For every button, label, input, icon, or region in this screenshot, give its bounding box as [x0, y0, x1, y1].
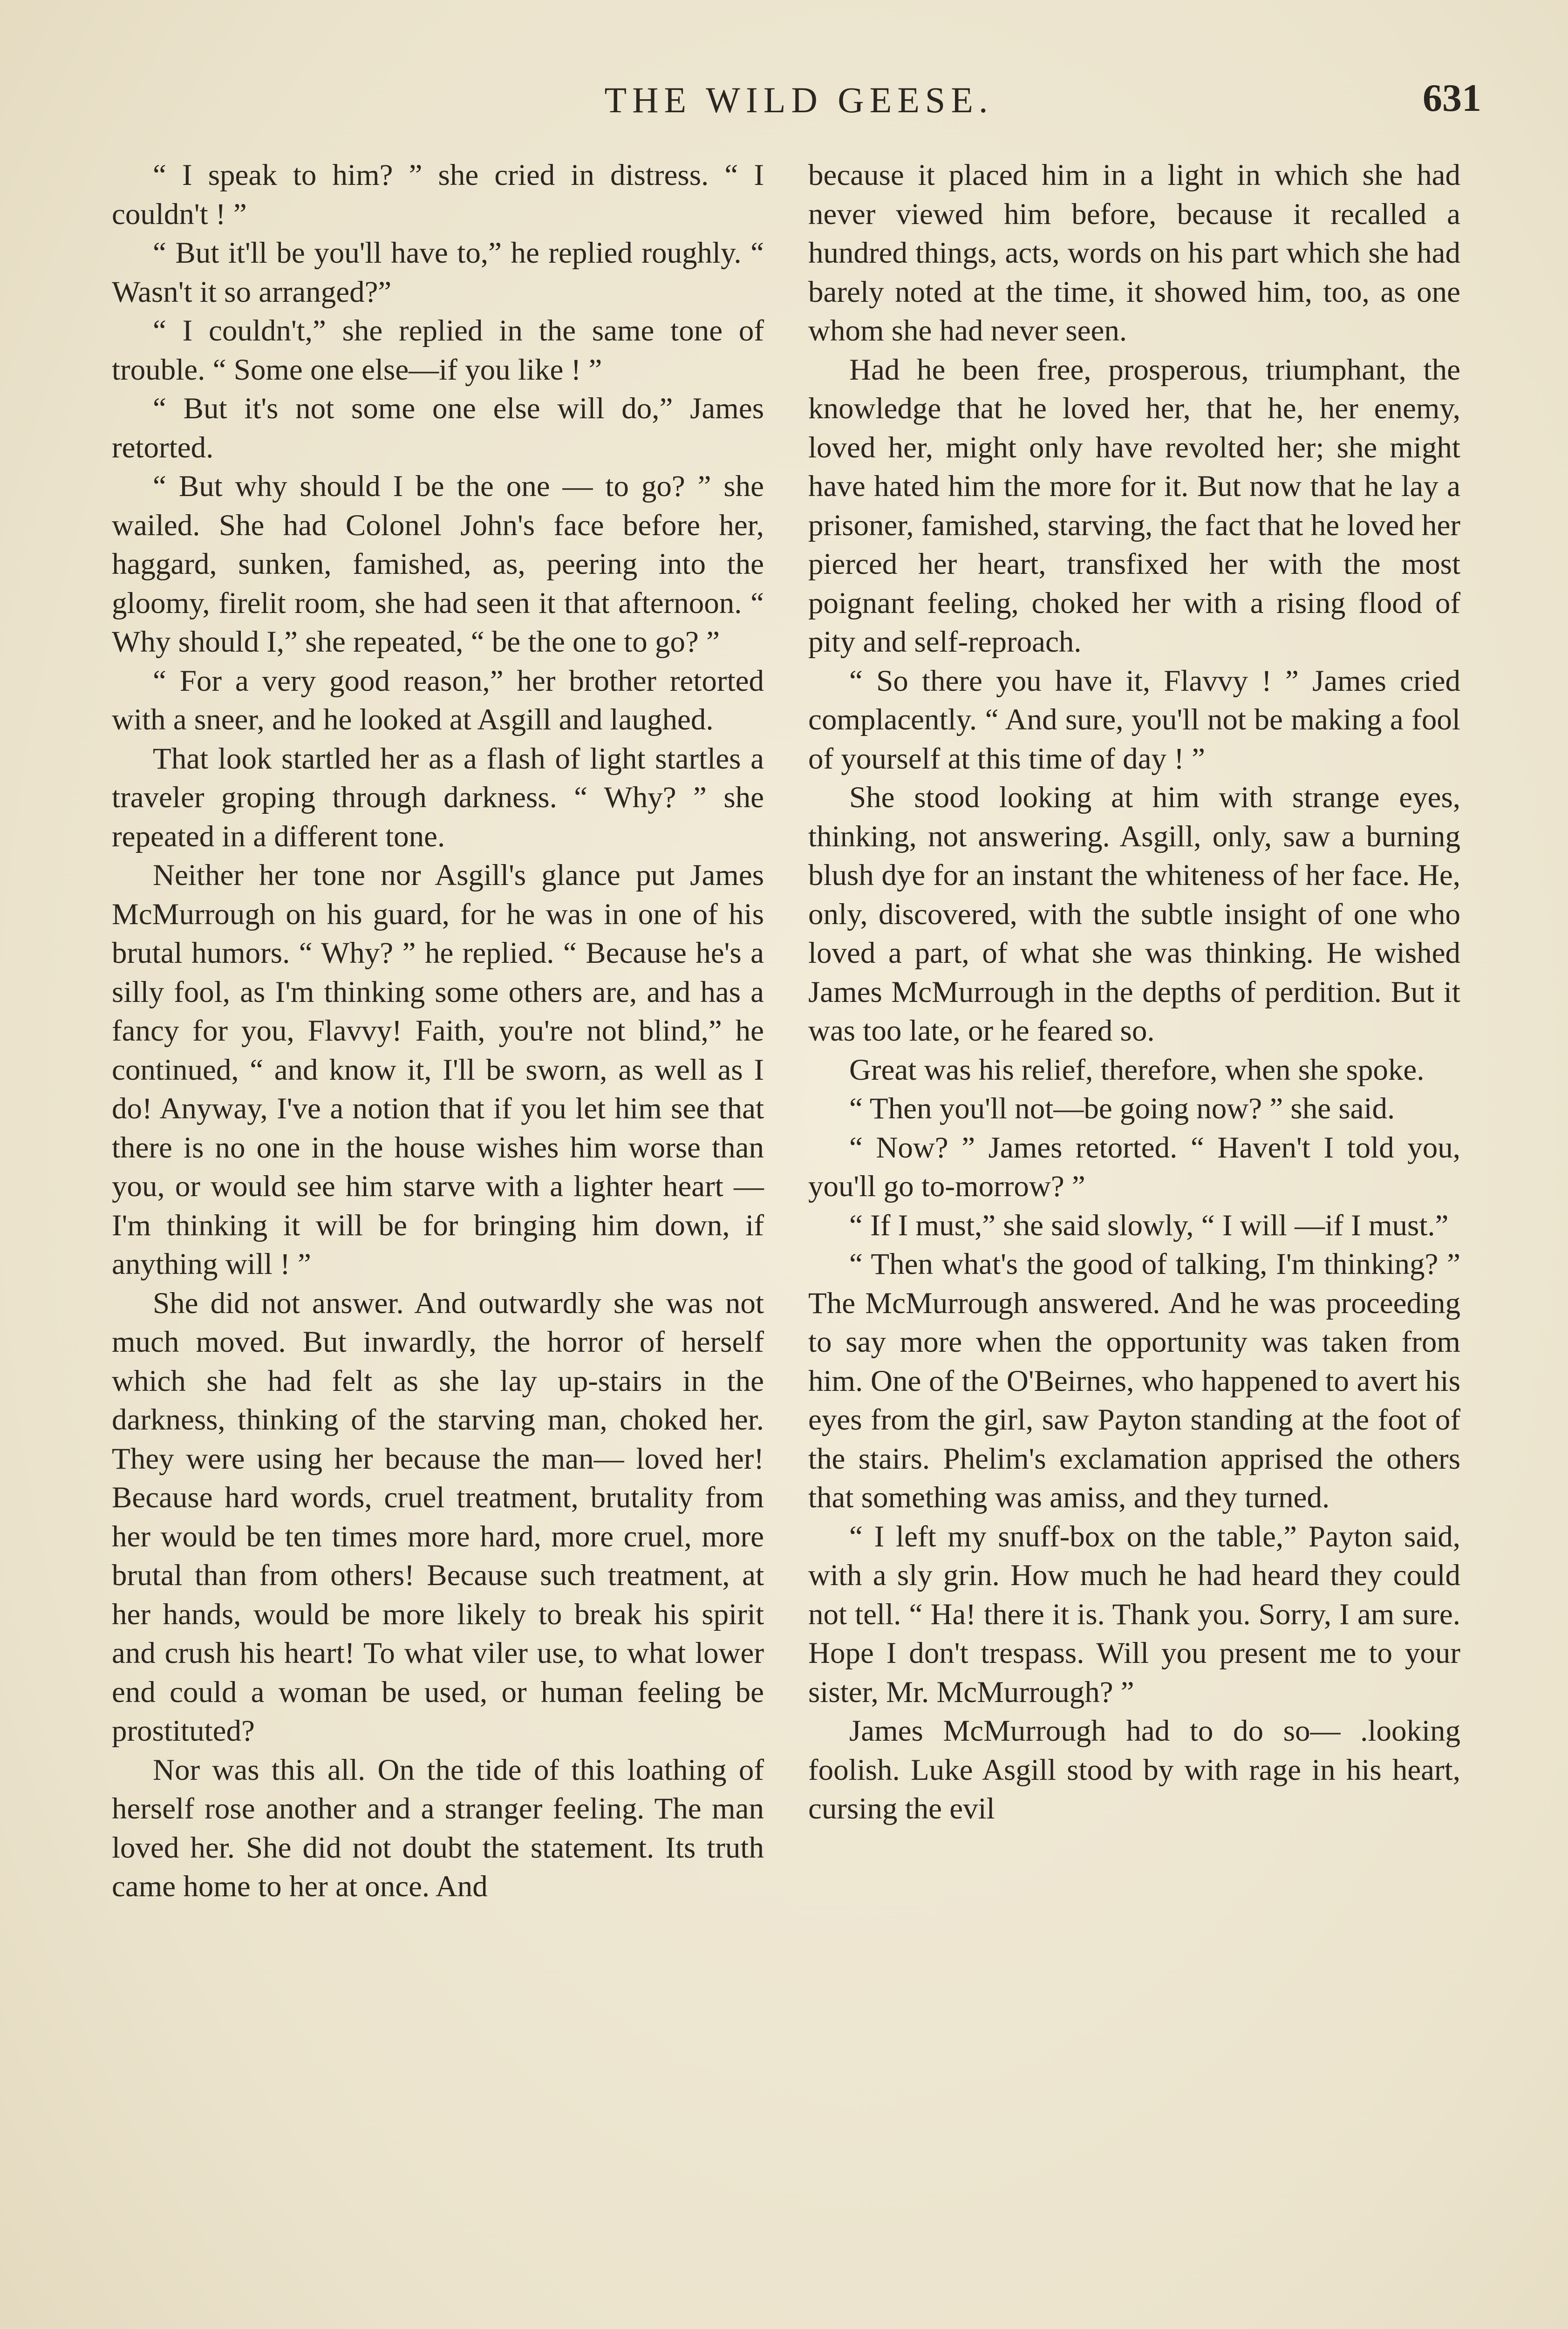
- paragraph: “ Then what's the good of talking, I'm thinking? ” The McMurrough answered. And he was proceeding to say more when the opportunity was taken from him. One of the O'Beirnes, who happened to avert his eyes from the girl, saw Payton standing at the foot of the stairs. Phelim's exclamation apprised the others that something was amiss, and they turned.: [808, 1247, 1460, 1514]
- right-column: [808, 156, 1460, 1829]
- paragraph: She stood looking at him with strange eyes, thinking, not answering. Asgill, only, saw a burning blush dye for an instant the whiteness of her face. He, only, discovered, with the subtle insight of one who loved a part, of what she was thinking. He wished James McMurrough in the depths of perdition. But it was too late, or he feared so.: [808, 781, 1460, 1048]
- paragraph: Neither her tone nor Asgill's glance put James McMurrough on his guard, for he was in one of his brutal humors. “ Why? ” he replied. “ Because he's a silly fool, as I'm thinking some others are, and has a fancy for you, Flavvy! Faith, you're not blind,” he continued, “ and know it, I'll be sworn, as well as I do! Anyway, I've a notion that if you let him see that there is no one in the house wishes him worse than you, or would see him starve with a lighter heart —I'm thinking it will be for bringing him down, if anything will ! ”: [112, 858, 764, 1281]
- paragraph: “ But why should I be the one — to go? ” she wailed. She had Colonel John's face before her, haggard, sunken, famished, as, peering into the gloomy, firelit room, she had seen it that afternoon. “ Why should I,” she repeated, “ be the one to go? ”: [112, 470, 764, 659]
- paragraph: “ I speak to him? ” she cried in distress. “ I couldn't ! ”: [112, 158, 764, 231]
- page-number: 631: [1423, 76, 1481, 120]
- paragraph: “ For a very good reason,” her brother retorted with a sneer, and he looked at Asgill and laughed.: [112, 664, 764, 736]
- paragraph: Had he been free, prosperous, triumphant, the knowledge that he loved her, that he, her enemy, loved her, might only have revolted her; she might have hated him the more for it. But now that he lay a prisoner, famished, starving, the fact that he loved her pierced her heart, transfixed her with the most poignant feeling, choked her with a rising flood of pity and self-reproach.: [808, 353, 1460, 659]
- paragraph: “ So there you have it, Flavvy ! ” James cried complacently. “ And sure, you'll not be making a fool of yourself at this time of day ! ”: [808, 664, 1460, 776]
- paragraph: “ But it'll be you'll have to,” he replied roughly. “ Wasn't it so arranged?”: [112, 236, 764, 309]
- paragraph: She did not answer. And outwardly she was not much moved. But inwardly, the horror of herself which she had felt as she lay up-stairs in the darkness, thinking of the starving man, choked her. They were using her because the man— loved her! Because hard words, cruel treatment, brutality from her would be ten times more hard, more cruel, more brutal than from others! Because such treatment, at her hands, would be more likely to break his spirit and crush his heart! To what viler use, to what lower end could a woman be used, or human feeling be prostituted?: [112, 1286, 764, 1748]
- paragraph-continuation: because it placed him in a light in which she had never viewed him before, because it recalled a hundred things, acts, words on his part which she had barely noted at the time, it showed him, too, as one whom she had never seen.: [808, 158, 1460, 347]
- paragraph: “ I couldn't,” she replied in the same tone of trouble. “ Some one else—if you like ! ”: [112, 314, 764, 387]
- paragraph: “ I left my snuff-box on the table,” Payton said, with a sly grin. How much he had heard they could not tell. “ Ha! there it is. Thank you. Sorry, I am sure. Hope I don't trespass. Will you present me to your sister, Mr. McMurrough? ”: [808, 1519, 1460, 1709]
- paragraph: “ Now? ” James retorted. “ Haven't I told you, you'll go to-morrow? ”: [808, 1130, 1460, 1203]
- paragraph: “ But it's not some one else will do,” James retorted.: [112, 392, 764, 464]
- paragraph: That look startled her as a flash of light startles a traveler groping through darkness. “ Why? ” she repeated in a different tone.: [112, 742, 764, 853]
- paragraph: Nor was this all. On the tide of this loathing of herself rose another and a stranger feeling. The man loved her. She did not doubt the statement. Its truth came home to her at once. And: [112, 1753, 764, 1903]
- paragraph: “ If I must,” she said slowly, “ I will —if I must.”: [849, 1208, 1449, 1242]
- paragraph: Great was his relief, therefore, when she spoke.: [849, 1053, 1425, 1087]
- page-header: [116, 70, 1481, 130]
- paragraph: “ Then you'll not—be going now? ” she said.: [849, 1092, 1395, 1125]
- paragraph: James McMurrough had to do so— .looking foolish. Luke Asgill stood by with rage in his heart, cursing the evil: [808, 1714, 1460, 1825]
- left-column: [112, 156, 764, 1907]
- running-title: THE WILD GEESE.: [604, 80, 994, 120]
